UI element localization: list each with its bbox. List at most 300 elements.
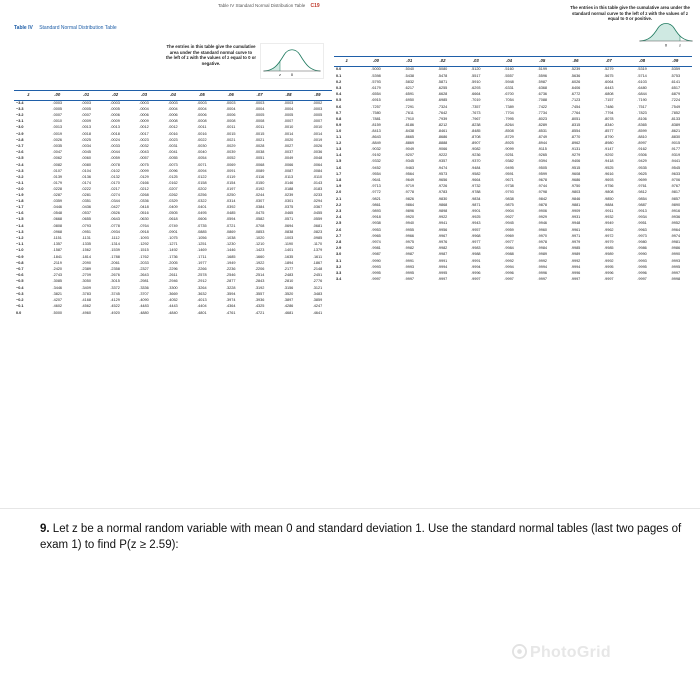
probability-cell: .9949 — [604, 221, 614, 226]
probability-cell: .0010 — [52, 119, 63, 124]
probability-cell: .9990 — [637, 251, 647, 256]
probability-cell: .0005 — [81, 107, 91, 112]
z-value-cell: 2.8 — [336, 239, 342, 244]
probability-cell: .9821 — [371, 197, 381, 202]
probability-cell: .2946 — [168, 279, 178, 284]
probability-cell: .5910 — [471, 79, 481, 84]
probability-cell: .0010 — [312, 125, 323, 130]
probability-cell: .3483 — [312, 291, 323, 296]
probability-cell: .0049 — [283, 155, 294, 160]
probability-cell: .8461 — [437, 128, 448, 133]
normal-curve-right-figure — [636, 18, 696, 48]
probability-cell: .0505 — [168, 211, 178, 216]
probability-cell: .2451 — [312, 273, 323, 278]
probability-cell: .9981 — [371, 245, 381, 250]
probability-cell: .0003 — [81, 101, 91, 106]
probability-cell: .0089 — [254, 168, 265, 173]
z-value-cell: 0.6 — [336, 104, 342, 109]
probability-cell: .0012 — [139, 125, 149, 130]
probability-cell: .3669 — [168, 291, 178, 296]
probability-cell: .3897 — [283, 297, 294, 302]
probability-cell: .9977 — [471, 239, 481, 244]
probability-cell: .0003 — [283, 101, 294, 106]
probability-cell: .6331 — [504, 85, 514, 90]
probability-cell: .9945 — [504, 221, 514, 226]
probability-cell: .0017 — [139, 131, 149, 136]
z-value-cell: 0.4 — [336, 91, 342, 96]
probability-cell: .9474 — [437, 166, 448, 171]
probability-cell: .0096 — [168, 168, 178, 173]
column-header: .03 — [459, 57, 492, 67]
probability-cell: .9131 — [570, 147, 581, 152]
probability-cell: .0094 — [197, 168, 207, 173]
probability-cell: .9995 — [404, 270, 415, 275]
column-header: .02 — [101, 91, 130, 101]
probability-cell: .7764 — [570, 110, 581, 115]
probability-cell: .9989 — [604, 251, 614, 256]
probability-cell: .9706 — [670, 178, 681, 183]
probability-cell: .3936 — [254, 297, 265, 302]
probability-cell: .9887 — [637, 203, 647, 208]
probability-cell: .8264 — [504, 122, 514, 127]
probability-cell: .1170 — [312, 242, 323, 247]
probability-cell: .4602 — [52, 303, 63, 308]
probability-cell: .0274 — [110, 193, 120, 198]
z-value-cell: −3.0 — [16, 125, 24, 130]
header-row — [14, 91, 332, 101]
probability-cell: .9608 — [570, 172, 581, 177]
z-value-cell: 0.0 — [336, 67, 342, 72]
probability-cell: .9525 — [604, 166, 614, 171]
z-value-cell: −1.3 — [16, 230, 24, 235]
probability-cell: .0018 — [110, 131, 120, 136]
probability-cell: .0465 — [283, 211, 294, 216]
z-value-cell: −2.1 — [16, 180, 24, 185]
column-header: .03 — [130, 91, 159, 101]
probability-cell: .3300 — [168, 285, 178, 290]
probability-cell: .9996 — [504, 270, 514, 275]
probability-cell: .4522 — [110, 303, 120, 308]
probability-cell: .0132 — [110, 174, 120, 179]
probability-cell: .1357 — [52, 242, 63, 247]
probability-cell: .0066 — [283, 162, 294, 167]
z-value-cell: −0.7 — [16, 267, 24, 272]
probability-cell: .0853 — [254, 230, 265, 235]
probability-cell: .1210 — [254, 242, 265, 247]
probability-cell: .9015 — [670, 141, 681, 146]
probability-cell: .1515 — [139, 248, 149, 253]
probability-cell: .9798 — [537, 190, 548, 195]
probability-cell: .9936 — [670, 215, 681, 220]
probability-cell: .0869 — [225, 230, 236, 235]
probability-cell: .0008 — [225, 119, 236, 124]
probability-cell: .9857 — [670, 197, 681, 202]
probability-cell: .0838 — [283, 230, 294, 235]
positive-z-table-header — [334, 57, 692, 67]
probability-cell: .8907 — [471, 141, 481, 146]
column-header: .09 — [659, 57, 692, 67]
probability-cell: .0262 — [168, 193, 178, 198]
probability-cell: .0015 — [225, 131, 236, 136]
probability-cell: .9641 — [371, 178, 381, 183]
z-value-cell: 1.6 — [336, 166, 342, 171]
probability-cell: .0136 — [81, 174, 91, 179]
probability-cell: .7157 — [604, 97, 614, 102]
probability-cell: .5040 — [404, 67, 415, 72]
probability-cell: .8531 — [537, 128, 548, 133]
probability-cell: .6217 — [404, 85, 415, 90]
probability-cell: .6443 — [604, 85, 614, 90]
probability-cell: .0080 — [81, 162, 91, 167]
probability-cell: .0749 — [168, 224, 178, 229]
probability-cell: .4052 — [168, 297, 178, 302]
probability-cell: .0188 — [283, 186, 294, 191]
probability-cell: .0116 — [255, 174, 265, 179]
probability-cell: .1562 — [81, 248, 91, 253]
probability-cell: .8849 — [371, 141, 381, 146]
probability-cell: .3557 — [254, 291, 265, 296]
probability-cell: .9505 — [537, 166, 548, 171]
normal-curve-left-figure — [260, 43, 324, 79]
probability-cell: .9898 — [437, 209, 448, 214]
probability-cell: .0314 — [225, 199, 236, 204]
column-header: .09 — [303, 91, 332, 101]
probability-cell: .9177 — [670, 147, 681, 152]
column-header: .08 — [274, 91, 303, 101]
probability-cell: .4960 — [81, 310, 91, 315]
z-column-header: z — [334, 57, 359, 67]
probability-cell: .2389 — [81, 267, 91, 272]
probability-cell: .0003 — [139, 101, 149, 106]
probability-cell: .9783 — [437, 190, 448, 195]
probability-cell: .0582 — [254, 217, 265, 222]
probability-cell: .9699 — [637, 178, 647, 183]
probability-cell: .9959 — [504, 227, 514, 232]
probability-cell: .9515 — [570, 166, 581, 171]
probability-cell: .3707 — [139, 291, 149, 296]
probability-cell: .9992 — [537, 258, 548, 263]
probability-cell: .1314 — [110, 242, 120, 247]
probability-cell: .9406 — [570, 159, 581, 164]
probability-cell: .9997 — [371, 276, 381, 281]
probability-cell: .0764 — [139, 224, 149, 229]
probability-cell: .7704 — [504, 110, 514, 115]
probability-cell: .9922 — [437, 215, 448, 220]
probability-cell: .6064 — [604, 79, 614, 84]
probability-cell: .0005 — [52, 107, 63, 112]
probability-cell: .9997 — [404, 276, 415, 281]
probability-cell: .0004 — [283, 107, 294, 112]
probability-cell: .9744 — [537, 184, 548, 189]
probability-cell: .0384 — [254, 205, 265, 210]
probability-cell: .9951 — [637, 221, 647, 226]
z-value-cell: −0.5 — [16, 279, 24, 284]
probability-cell: .7611 — [404, 110, 414, 115]
probability-cell: .1469 — [197, 248, 207, 253]
probability-cell: .9909 — [570, 209, 581, 214]
probability-cell: .6591 — [404, 91, 415, 96]
probability-cell: .0516 — [139, 211, 149, 216]
probability-cell: .0125 — [168, 174, 178, 179]
probability-cell: .0004 — [139, 107, 149, 112]
probability-cell: .0202 — [197, 186, 207, 191]
probability-cell: .9830 — [437, 197, 448, 202]
probability-cell: .2578 — [197, 273, 207, 278]
probability-cell: .2514 — [254, 273, 265, 278]
probability-cell: .2676 — [110, 273, 120, 278]
probability-cell: .9982 — [404, 245, 415, 250]
probability-cell: .0008 — [197, 119, 207, 124]
probability-cell: .9972 — [604, 233, 614, 238]
probability-cell: .9099 — [504, 147, 514, 152]
probability-cell: .1867 — [312, 261, 323, 266]
probability-cell: .9984 — [537, 245, 548, 250]
probability-cell: .9904 — [504, 209, 514, 214]
probability-cell: .0129 — [139, 174, 149, 179]
probability-cell: .9934 — [637, 215, 647, 220]
column-header: .00 — [43, 91, 72, 101]
probability-cell: .9222 — [437, 153, 448, 158]
z-value-cell: −1.2 — [16, 236, 24, 241]
probability-cell: .9564 — [404, 172, 415, 177]
positive-z-table — [334, 56, 692, 283]
z-value-cell: −1.5 — [16, 217, 24, 222]
probability-cell: .5438 — [404, 73, 415, 78]
probability-cell: .0020 — [283, 137, 294, 142]
table-title-label: Table IV — [14, 25, 33, 31]
probability-cell: .6141 — [670, 79, 681, 84]
probability-cell: .4404 — [197, 303, 207, 308]
z-value-cell: 2.3 — [336, 209, 342, 214]
probability-cell: .0003 — [197, 101, 207, 106]
probability-cell: .6700 — [504, 91, 514, 96]
probability-cell: .0002 — [312, 101, 323, 106]
probability-cell: .3372 — [110, 285, 120, 290]
probability-cell: .1093 — [139, 236, 149, 241]
probability-cell: .0359 — [52, 199, 63, 204]
probability-cell: .0027 — [283, 143, 294, 148]
probability-cell: .0233 — [312, 193, 323, 198]
probability-cell: .9953 — [371, 227, 381, 232]
curve-right-zero-label: 0 — [664, 42, 668, 48]
probability-cell: .8810 — [637, 135, 647, 140]
probability-cell: .0075 — [139, 162, 149, 167]
probability-cell: .6985 — [437, 97, 448, 102]
probability-cell: .9207 — [404, 153, 415, 158]
probability-cell: .5359 — [670, 67, 681, 72]
probability-cell: .0028 — [254, 143, 265, 148]
probability-cell: .2266 — [197, 267, 207, 272]
probability-cell: .6879 — [670, 91, 681, 96]
z-column-header: z — [14, 91, 43, 101]
probability-cell: .0110 — [312, 174, 323, 179]
probability-cell: .9968 — [471, 233, 481, 238]
probability-cell: .9987 — [437, 251, 448, 256]
photogrid-watermark — [512, 644, 611, 662]
z-value-cell: 0.9 — [336, 122, 342, 127]
probability-cell: .9981 — [670, 239, 681, 244]
probability-cell: .2177 — [283, 267, 294, 272]
z-value-cell: 2.2 — [336, 203, 342, 208]
z-value-cell: −1.9 — [16, 193, 24, 198]
probability-cell: .1894 — [283, 261, 294, 266]
probability-cell: .1112 — [110, 236, 120, 241]
probability-cell: .9920 — [404, 215, 415, 220]
probability-cell: .0401 — [197, 205, 207, 210]
probability-cell: .0985 — [312, 236, 323, 241]
column-header: .00 — [359, 57, 392, 67]
probability-cell: .3050 — [81, 279, 91, 284]
probability-cell: .8186 — [404, 122, 415, 127]
probability-cell: .3632 — [197, 291, 207, 296]
probability-cell: .9996 — [604, 270, 614, 275]
probability-cell: .0013 — [81, 125, 91, 130]
probability-cell: .2420 — [52, 267, 63, 272]
probability-cell: .0158 — [197, 180, 207, 185]
probability-cell: .1446 — [225, 248, 236, 253]
probability-cell: .9738 — [504, 184, 514, 189]
z-value-cell: −1.0 — [16, 248, 24, 253]
probability-cell: .0009 — [139, 119, 149, 124]
probability-cell: .0009 — [81, 119, 91, 124]
probability-cell: .1635 — [283, 255, 294, 260]
probability-cell: .0010 — [283, 125, 294, 130]
z-value-cell: 0.3 — [336, 85, 342, 90]
probability-cell: .9927 — [504, 215, 514, 220]
probability-cell: .0618 — [168, 217, 178, 222]
probability-cell: .5675 — [604, 73, 614, 78]
probability-cell: .2546 — [225, 273, 236, 278]
probability-cell: .9778 — [404, 190, 415, 195]
probability-cell: .9495 — [504, 166, 514, 171]
probability-cell: .4681 — [283, 310, 294, 315]
probability-cell: .0071 — [197, 162, 207, 167]
probability-cell: .9554 — [371, 172, 381, 177]
column-header: .08 — [625, 57, 658, 67]
probability-cell: .9871 — [471, 203, 481, 208]
z-value-cell: 1.0 — [336, 128, 342, 133]
probability-cell: .0055 — [168, 155, 178, 160]
probability-cell: .8159 — [371, 122, 381, 127]
probability-cell: .9992 — [504, 258, 514, 263]
probability-cell: .8888 — [437, 141, 448, 146]
probability-cell: .9826 — [404, 197, 415, 202]
probability-cell: .9967 — [437, 233, 448, 238]
probability-cell: .9955 — [404, 227, 415, 232]
probability-cell: .3156 — [283, 285, 294, 290]
probability-cell: .9975 — [404, 239, 415, 244]
probability-cell: .9964 — [670, 227, 681, 232]
z-value-cell: 1.5 — [336, 159, 342, 164]
probability-cell: .0008 — [254, 119, 265, 124]
probability-cell: .0495 — [197, 211, 207, 216]
probability-cell: .8790 — [604, 135, 614, 140]
negative-z-table — [14, 90, 332, 317]
probability-cell: .0268 — [139, 193, 149, 198]
probability-cell: .1075 — [168, 236, 178, 241]
column-header: .06 — [216, 91, 245, 101]
probability-cell: .0008 — [168, 119, 178, 124]
probability-cell: .9756 — [604, 184, 614, 189]
probability-cell: .0918 — [139, 230, 149, 235]
probability-cell: .9997 — [504, 276, 514, 281]
probability-cell: .0170 — [110, 180, 120, 185]
probability-cell: .9573 — [437, 172, 448, 177]
probability-cell: .9846 — [570, 197, 581, 202]
probability-cell: .1423 — [254, 248, 265, 253]
probability-cell: .2912 — [197, 279, 207, 284]
probability-cell: .9997 — [570, 276, 581, 281]
probability-cell: .0018 — [81, 131, 91, 136]
z-value-cell: 3.2 — [336, 264, 342, 269]
probability-cell: .9893 — [371, 209, 381, 214]
probability-cell: .9878 — [537, 203, 548, 208]
probability-cell: .0004 — [168, 107, 178, 112]
probability-cell: .7019 — [471, 97, 481, 102]
probability-cell: .2483 — [283, 273, 294, 278]
z-value-cell: −1.1 — [16, 242, 24, 247]
probability-cell: .8997 — [637, 141, 647, 146]
probability-cell: .9988 — [504, 251, 514, 256]
probability-cell: .2643 — [139, 273, 149, 278]
probability-cell: .0643 — [110, 217, 120, 222]
probability-cell: .0418 — [139, 205, 149, 210]
probability-cell: .0059 — [110, 155, 120, 160]
probability-cell: .0062 — [52, 155, 63, 160]
probability-cell: .0901 — [168, 230, 178, 235]
z-value-cell: 1.1 — [336, 135, 342, 140]
probability-cell: .0040 — [197, 149, 207, 154]
probability-cell: .0035 — [52, 143, 63, 148]
probability-cell: .8413 — [371, 128, 381, 133]
z-value-cell: 3.3 — [336, 270, 342, 275]
probability-cell: .8315 — [570, 122, 581, 127]
probability-cell: .0244 — [254, 193, 265, 198]
probability-cell: .2005 — [168, 261, 178, 266]
probability-cell: .9966 — [404, 233, 415, 238]
probability-cell: .9974 — [371, 239, 381, 244]
probability-cell: .9236 — [471, 153, 481, 158]
probability-cell: .8238 — [471, 122, 481, 127]
probability-cell: .3745 — [110, 291, 120, 296]
z-value-cell: 1.4 — [336, 153, 342, 158]
probability-cell: .9896 — [404, 209, 415, 214]
probability-cell: .0885 — [197, 230, 207, 235]
probability-cell: .9664 — [471, 178, 481, 183]
probability-cell: .0455 — [312, 211, 323, 216]
probability-cell: .0005 — [110, 107, 120, 112]
probability-cell: .6480 — [637, 85, 647, 90]
probability-cell: .6103 — [637, 79, 647, 84]
probability-cell: .9864 — [404, 203, 415, 208]
probability-cell: .3821 — [52, 291, 63, 296]
probability-cell: .0107 — [52, 168, 63, 173]
probability-cell: .0024 — [110, 137, 120, 142]
probability-cell: .7549 — [670, 104, 681, 109]
probability-cell: .0228 — [52, 186, 63, 191]
probability-cell: .1003 — [283, 236, 294, 241]
positive-z-table-body — [334, 67, 692, 283]
probability-cell: .0009 — [110, 119, 120, 124]
probability-cell: .0025 — [81, 137, 91, 142]
probability-cell: .5557 — [504, 73, 514, 78]
probability-cell: .0016 — [168, 131, 178, 136]
header-row — [334, 57, 692, 67]
probability-cell: .0485 — [225, 211, 236, 216]
probability-cell: .8621 — [670, 128, 681, 133]
z-value-cell: −3.3 — [16, 107, 24, 112]
probability-cell: .9996 — [570, 270, 581, 275]
